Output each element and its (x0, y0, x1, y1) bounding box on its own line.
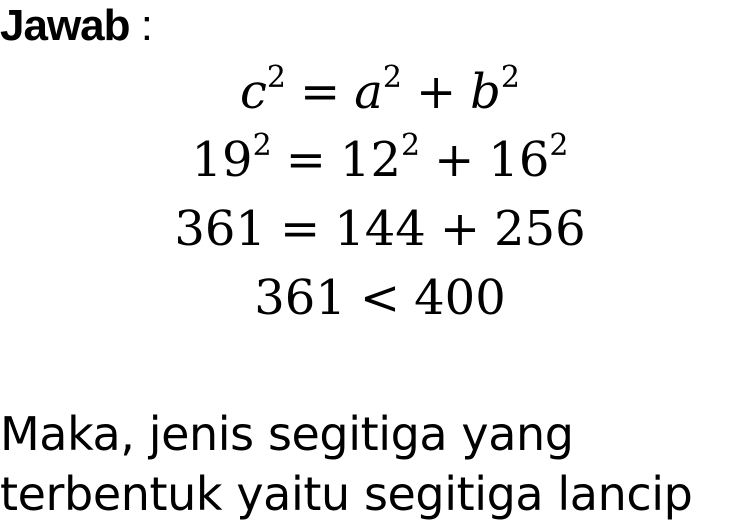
equation-pythagoras (0, 62, 755, 122)
eq4-lhs: 361 (254, 270, 346, 326)
eq1-b-exponent: 2 (500, 60, 520, 95)
eq2-b: 16 (488, 132, 550, 188)
eq4-less-than: < (359, 270, 401, 326)
eq1-b: b (470, 64, 501, 120)
conclusion-line-1: Maka, jenis segitiga yang (0, 407, 574, 461)
eq2-a-exponent: 2 (400, 128, 421, 163)
eq1-equals: = (300, 64, 341, 120)
eq3-a: 144 (334, 201, 426, 257)
answer-heading (0, 0, 152, 54)
eq1-c: c (240, 64, 267, 120)
equation-comparison (0, 268, 755, 328)
eq3-b: 256 (494, 201, 586, 257)
eq3-equals: = (279, 201, 321, 257)
eq1-a-exponent: 2 (382, 60, 402, 95)
eq3-plus: + (439, 201, 481, 257)
answer-label: Jawab (0, 1, 130, 50)
eq1-c-exponent: 2 (266, 60, 286, 95)
answer-colon: : (129, 1, 152, 50)
eq4-rhs: 400 (414, 270, 506, 326)
eq1-plus: + (415, 64, 457, 120)
conclusion-line-2: terbentuk yaitu segitiga lancip (0, 467, 693, 521)
eq2-b-exponent: 2 (549, 128, 569, 163)
eq2-plus: + (434, 132, 475, 188)
eq2-lhs: 19 (191, 132, 253, 188)
eq3-lhs: 361 (174, 201, 266, 257)
eq2-equals: = (285, 132, 326, 188)
eq2-lhs-exponent: 2 (252, 128, 272, 163)
eq1-a: a (354, 64, 383, 120)
equation-squares (0, 199, 755, 259)
eq2-a: 12 (339, 132, 401, 188)
equation-substitution (0, 130, 755, 190)
